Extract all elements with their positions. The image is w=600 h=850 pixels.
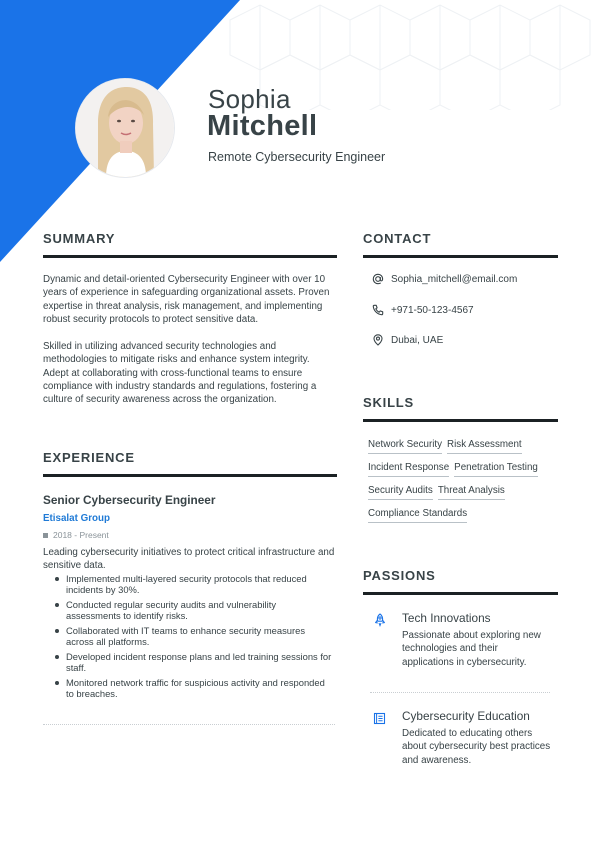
summary-divider: [43, 255, 337, 258]
skill-tag: Network Security: [368, 439, 442, 454]
skill-tag: Security Audits: [368, 485, 433, 500]
contact-divider: [363, 255, 558, 258]
summary-paragraph-1: Dynamic and detail-oriented Cybersecurity Engineer with over 10 years of experience in safeguarding organizational assets. Proven expertise in threat analysis, risk management, and implementing robust security protocols to protect sensitive data.: [43, 274, 330, 325]
experience-bullet: Developed incident response plans and led training sessions for staff.: [53, 651, 333, 673]
experience-heading: EXPERIENCE: [43, 450, 135, 465]
at-icon: [372, 273, 384, 285]
skill-tag: Risk Assessment: [447, 439, 522, 454]
experience-bullet: Implemented multi-layered security protocols that reduced incidents by 30%.: [53, 573, 333, 595]
passion-desc-2: Dedicated to educating others about cybersecurity best practices and awareness.: [402, 728, 551, 766]
experience-dates: [43, 530, 109, 540]
contact-phone[interactable]: [372, 304, 474, 316]
avatar: [76, 79, 174, 177]
contact-phone-text: +971-50-123-4567: [391, 304, 474, 316]
passion-desc-1: Passionate about exploring new technologies and their applications in cybersecurity.: [402, 630, 541, 668]
experience-company: Etisalat Group: [43, 513, 110, 524]
passion-title-2: Cybersecurity Education: [402, 709, 530, 723]
skills-divider: [363, 419, 558, 422]
passions-heading: PASSIONS: [363, 568, 436, 583]
job-title: Remote Cybersecurity Engineer: [208, 150, 386, 164]
experience-description: Leading cybersecurity initiatives to protect critical infrastructure and sensitive data.: [43, 547, 335, 571]
skills-list: [368, 439, 568, 531]
contact-heading: CONTACT: [363, 231, 432, 246]
skill-tag: Threat Analysis: [438, 485, 505, 500]
skill-tag: Incident Response: [368, 462, 449, 477]
rocket-icon: [373, 613, 387, 627]
book-icon: [373, 712, 386, 725]
location-pin-icon: [372, 334, 384, 346]
experience-bullet: Monitored network traffic for suspicious activity and responded to breaches.: [53, 677, 333, 699]
profile-photo-icon: [76, 79, 174, 177]
experience-dates-text: 2018 - Present: [53, 530, 109, 540]
skill-tag: Penetration Testing: [454, 462, 538, 477]
passions-divider: [363, 592, 558, 595]
contact-location: [372, 334, 443, 346]
experience-bullet: Collaborated with IT teams to enhance security measures across all platforms.: [53, 625, 333, 647]
experience-divider: [43, 474, 337, 477]
passion-title-1: Tech Innovations: [402, 611, 491, 625]
contact-email-text: Sophia_mitchell@email.com: [391, 273, 518, 285]
experience-bullets: [53, 573, 333, 703]
summary-paragraph-2: Skilled in utilizing advanced security technologies and methodologies to mitigate risks and enhance system integrity. Adept at collaborating with cross-functional teams to ensure compliance with industry standards and regulations, fostering a culture of security awareness across the organization.: [43, 341, 317, 406]
experience-end-divider: [43, 724, 335, 725]
skill-tag: Compliance Standards: [368, 508, 467, 523]
contact-email[interactable]: [372, 273, 517, 285]
summary-heading: SUMMARY: [43, 231, 116, 246]
calendar-square-icon: [43, 533, 48, 538]
phone-icon: [372, 304, 384, 316]
skills-heading: SKILLS: [363, 395, 415, 410]
passion-divider: [370, 692, 550, 693]
last-name: Mitchell: [207, 110, 318, 142]
contact-location-text: Dubai, UAE: [391, 334, 444, 346]
experience-bullet: Conducted regular security audits and vulnerability assessments to identify risks.: [53, 599, 333, 621]
experience-role: Senior Cybersecurity Engineer: [43, 493, 216, 507]
first-name: Sophia: [208, 84, 291, 114]
